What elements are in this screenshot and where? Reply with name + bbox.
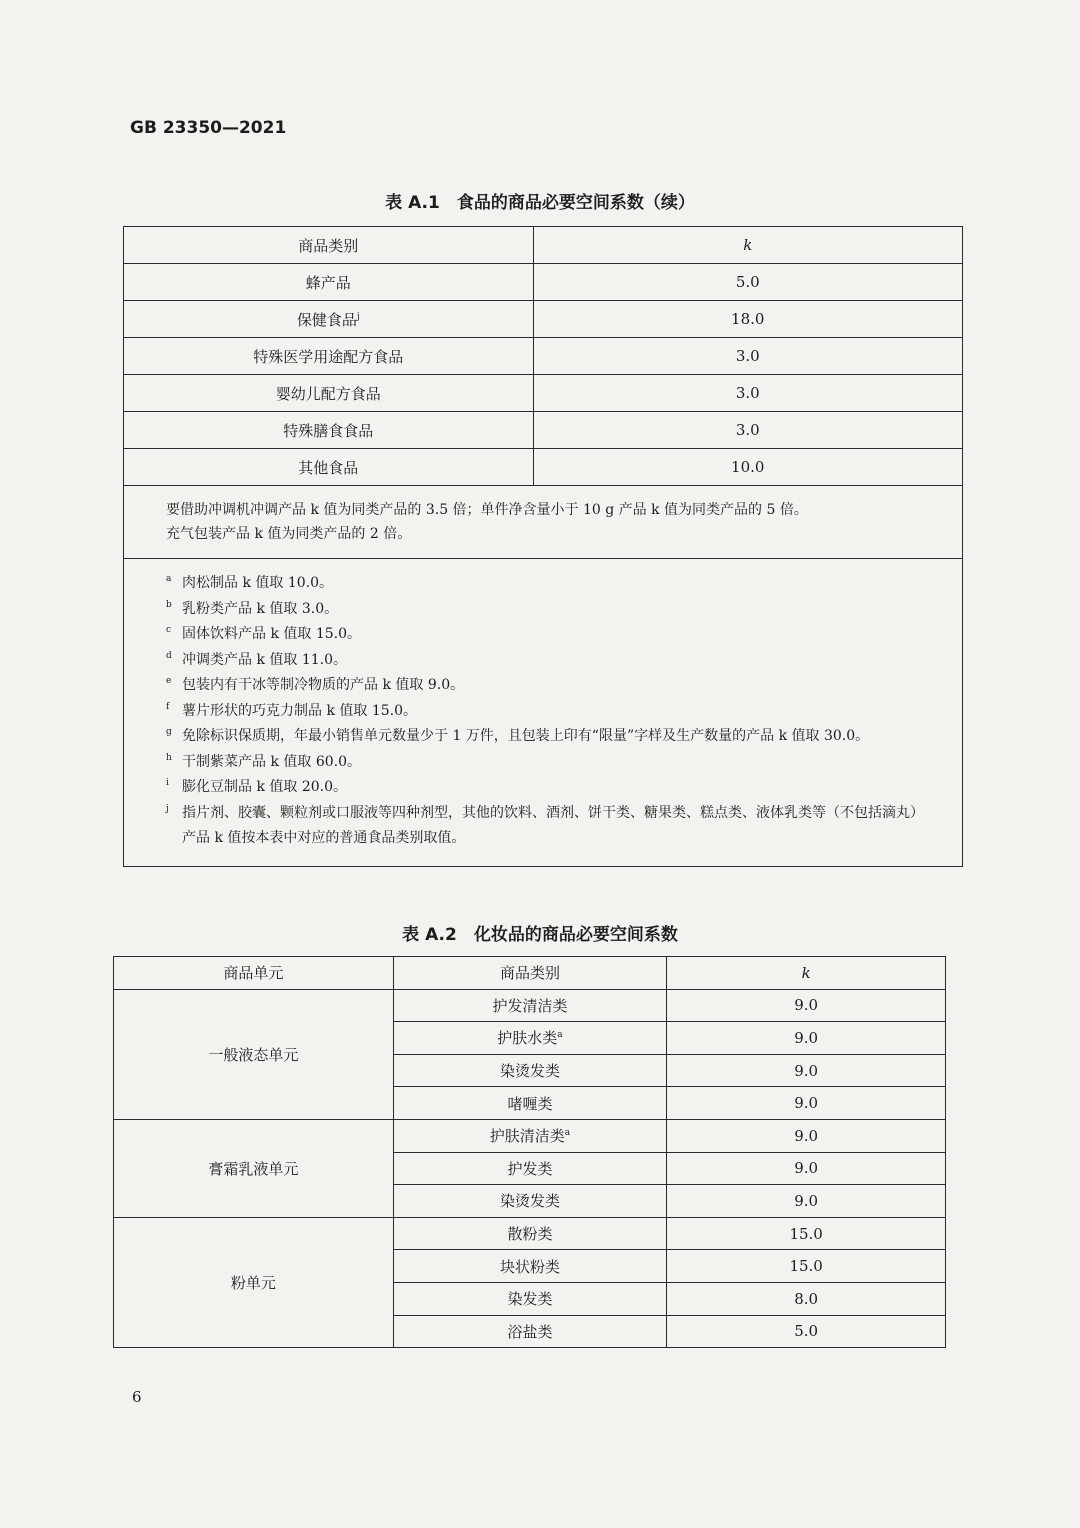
footnote-mark: b — [166, 599, 172, 610]
table-row — [124, 412, 963, 449]
footnote-text: 干制紫菜产品 k 值取 60.0。 — [182, 753, 362, 770]
table2-caption: 表 A.2 化妆品的商品必要空间系数 — [402, 925, 678, 945]
footnote-text: 冲调类产品 k 值取 11.0。 — [182, 651, 348, 668]
footnote-text: 肉松制品 k 值取 10.0。 — [182, 575, 334, 591]
table2-header-category: 商品类别 — [393, 957, 667, 990]
category-label: 啫喱类 — [507, 1094, 553, 1113]
table1-note-row — [124, 486, 963, 559]
category-label: 染发类 — [507, 1290, 553, 1309]
footnote-text: 薯片形状的巧克力制品 k 值取 15.0。 — [182, 702, 418, 719]
category-label: 染烫发类 — [499, 1062, 560, 1081]
category-label: 护发类 — [507, 1159, 553, 1178]
standard-code: GB 23350—2021 — [130, 118, 287, 138]
footnote-mark: e — [166, 676, 172, 686]
table1-caption: 表 A.1 食品的商品必要空间系数（续） — [385, 193, 695, 213]
category-label: 特殊医学用途配方食品 — [253, 347, 404, 366]
k-value-cell: 8.0 — [667, 1282, 946, 1315]
k-value-cell: 9.0 — [667, 989, 946, 1022]
cosmetics-space-coefficient-table — [113, 956, 946, 1348]
table-row — [114, 989, 946, 1022]
category-cell — [124, 301, 534, 338]
footnote — [166, 673, 920, 699]
k-value-cell: 3.0 — [533, 338, 963, 375]
footnote-ref: j — [356, 311, 360, 322]
table2-header-k: k — [667, 957, 946, 990]
footnote — [166, 699, 920, 725]
k-value-cell: 9.0 — [667, 1054, 946, 1087]
footnote-mark: i — [166, 778, 169, 788]
category-cell — [393, 1315, 667, 1348]
k-value-cell: 9.0 — [667, 1185, 946, 1218]
food-space-coefficient-table — [123, 226, 963, 867]
footnote — [166, 571, 920, 597]
category-label: 护肤水类 — [497, 1029, 558, 1048]
table2-header-unit: 商品单元 — [114, 957, 394, 990]
category-cell — [393, 1119, 667, 1152]
table-row — [114, 1119, 946, 1152]
table1-footnotes-row — [124, 559, 963, 867]
category-label: 浴盐类 — [507, 1322, 553, 1341]
category-cell — [393, 989, 667, 1022]
category-label: 婴幼儿配方食品 — [275, 384, 381, 403]
footnote-text: 包装内有干冰等制冷物质的产品 k 值取 9.0。 — [182, 677, 465, 693]
footnote-text: 免除标识保质期，年最小销售单元数量少于 1 万件，且包装上印有“限量”字样及生产数量的产品 k 值取 30.0。 — [182, 728, 870, 744]
table-row — [124, 301, 963, 338]
k-value-cell: 9.0 — [667, 1152, 946, 1185]
k-value-cell: 15.0 — [667, 1250, 946, 1283]
footnote-text: 乳粉类产品 k 值取 3.0。 — [182, 600, 339, 617]
category-cell — [393, 1054, 667, 1087]
footnote — [166, 750, 920, 776]
k-value-cell: 5.0 — [667, 1315, 946, 1348]
table-row — [124, 264, 963, 301]
footnote-mark: g — [166, 727, 172, 737]
note-line: 要借助冲调机冲调产品 k 值为同类产品的 3.5 倍；单件净含量小于 10 g 产品 k 值为同类产品的 5 倍。 — [166, 502, 808, 518]
category-label: 护发清洁类 — [492, 996, 568, 1015]
k-value-cell: 3.0 — [533, 412, 963, 449]
category-cell — [124, 264, 534, 301]
category-cell — [393, 1282, 667, 1315]
footnote-mark: h — [166, 752, 172, 763]
footnote-mark: f — [166, 701, 170, 712]
table-row — [124, 375, 963, 412]
category-label: 蜂产品 — [305, 273, 351, 292]
table1-footnotes — [124, 559, 963, 867]
k-value-cell: 15.0 — [667, 1217, 946, 1250]
footnote — [166, 724, 920, 750]
category-label: 块状粉类 — [499, 1257, 560, 1276]
unit-cell: 粉单元 — [114, 1217, 394, 1347]
footnote — [166, 597, 920, 623]
footnote — [166, 648, 920, 674]
category-label: 散粉类 — [507, 1225, 553, 1244]
table-row — [114, 1217, 946, 1250]
footnote-mark: d — [166, 650, 172, 661]
footnote-mark: a — [166, 574, 172, 584]
category-cell — [393, 1152, 667, 1185]
footnote — [166, 801, 920, 852]
table1-header-k: k — [533, 227, 963, 264]
table1-header-category: 商品类别 — [124, 227, 534, 264]
footnote-mark: j — [166, 803, 169, 814]
unit-cell: 一般液态单元 — [114, 989, 394, 1119]
category-label: 保健食品 — [296, 310, 357, 329]
k-value-cell: 5.0 — [533, 264, 963, 301]
category-cell — [124, 449, 534, 486]
table1-header-row — [124, 227, 963, 264]
table1-note — [124, 486, 963, 559]
footnote-mark: c — [166, 625, 172, 635]
table2-header-row — [114, 957, 946, 990]
k-value-cell: 9.0 — [667, 1022, 946, 1055]
footnote-text: 固体饮料产品 k 值取 15.0。 — [182, 626, 362, 642]
category-cell — [393, 1217, 667, 1250]
table-row — [124, 449, 963, 486]
category-label: 护肤清洁类 — [489, 1127, 565, 1146]
k-value-cell: 18.0 — [533, 301, 963, 338]
footnote-text: 指片剂、胶囊、颗粒剂或口服液等四种剂型，其他的饮料、酒剂、饼干类、糖果类、糕点类、液体乳类等（不包括滴丸）产品 k 值按本表中对应的普通食品类别取值。 — [182, 804, 917, 846]
unit-cell: 膏霜乳液单元 — [114, 1119, 394, 1217]
note-line: 充气包装产品 k 值为同类产品的 2 倍。 — [166, 526, 412, 542]
category-cell — [393, 1185, 667, 1218]
category-cell — [124, 412, 534, 449]
k-value-cell: 10.0 — [533, 449, 963, 486]
k-value-cell: 9.0 — [667, 1119, 946, 1152]
footnote-text: 膨化豆制品 k 值取 20.0。 — [182, 779, 348, 795]
k-value-cell: 3.0 — [533, 375, 963, 412]
category-cell — [124, 375, 534, 412]
category-label: 特殊膳食食品 — [283, 421, 374, 440]
category-cell — [124, 338, 534, 375]
page-number: 6 — [132, 1388, 142, 1406]
category-label: 其他食品 — [298, 458, 359, 477]
table-row — [124, 338, 963, 375]
category-cell — [393, 1022, 667, 1055]
category-label: 染烫发类 — [499, 1192, 560, 1211]
footnote — [166, 622, 920, 648]
footnote-ref: a — [557, 1030, 563, 1041]
footnote-ref: a — [564, 1128, 571, 1139]
category-cell — [393, 1250, 667, 1283]
footnote — [166, 775, 920, 801]
k-value-cell: 9.0 — [667, 1087, 946, 1120]
category-cell — [393, 1087, 667, 1120]
